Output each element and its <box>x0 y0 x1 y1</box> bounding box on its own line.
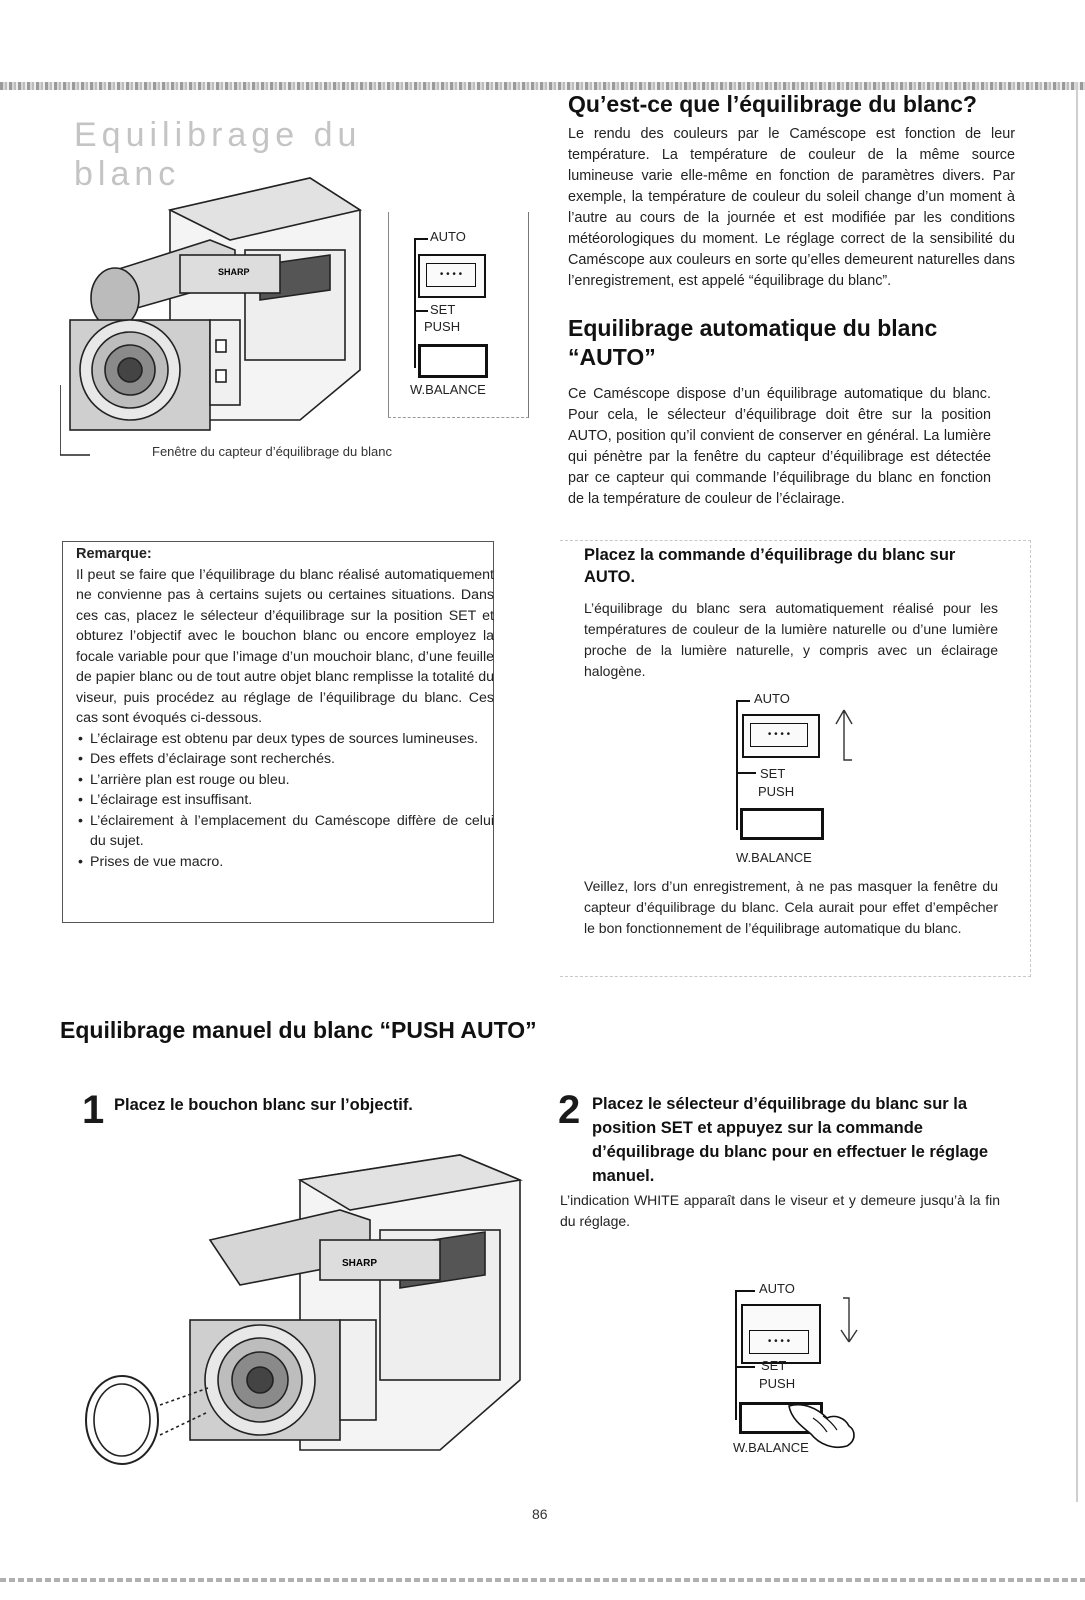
camcorder-drawing <box>60 170 390 460</box>
pressing-hand-icon <box>783 1396 863 1452</box>
wbalance-button <box>740 808 824 840</box>
step-1-text: Placez le bouchon blanc sur l’objectif. <box>114 1096 413 1114</box>
note-bullet: • Prises de vue macro. <box>76 852 494 873</box>
wbalance-label: W.BALANCE <box>410 382 486 397</box>
set-marker <box>414 310 428 312</box>
note-bullet: • L’arrière plan est rouge ou bleu. <box>76 770 494 791</box>
set-label: SET <box>430 302 456 317</box>
note-title: Remarque: <box>76 546 152 562</box>
camera-illustration-bottom <box>80 1150 530 1490</box>
switch-rail <box>736 700 738 830</box>
switch-diagram-top <box>388 212 529 418</box>
what-is-paragraph: Le rendu des couleurs par le Caméscope est fonction de leur température. La température de couleur de la même source lumineuse varie elle-même en fonction de paramètres divers. Par exemple, la température de couleur du soleil change d’un moment à l’autre au cours de la journée et est modifiée par les conditions météorologiques du moment. Le réglage correct de la sensibilité du Caméscope aux couleurs en sorte qu’elles demeurent naturelles dans l’enregistrement, est appelé “équilibrage du blanc”. <box>568 126 1015 289</box>
set-marker <box>735 1366 755 1368</box>
switch-dots: • • • • <box>749 1330 809 1354</box>
switch-rail <box>414 238 416 368</box>
step-2-paragraph: L’indication WHITE apparaît dans le viseur et y demeure jusqu’à la fin du réglage. <box>560 1192 1000 1229</box>
auto-label: AUTO <box>430 229 466 244</box>
auto-heading: Equilibrage automatique du blanc “AUTO” <box>568 315 938 370</box>
diagram-border-line <box>388 212 389 417</box>
switch-rail <box>735 1290 737 1420</box>
note-bullet-list <box>76 729 494 873</box>
set-label: SET <box>761 1358 787 1373</box>
selector-switch <box>741 1304 821 1364</box>
auto-label: AUTO <box>754 691 790 706</box>
switch-panel <box>414 226 514 376</box>
step-2-text: Placez le sélecteur d’équilibrage du blanc sur la position SET et appuyez sur la commande d’équilibrage du blanc pour en effectuer le réglage manuel. <box>592 1095 989 1185</box>
brand-logo: SHARP <box>342 1258 378 1269</box>
auto-marker <box>735 1290 755 1292</box>
push-label: PUSH <box>758 784 795 799</box>
camcorder-with-lens-cap-drawing <box>80 1150 530 1490</box>
push-label: PUSH <box>759 1376 796 1391</box>
procedure-body <box>584 598 998 682</box>
sensor-window-caption: Fenêtre du capteur d’équilibrage du blanc <box>152 444 392 459</box>
procedure-warning-paragraph: Veillez, lors d’un enregistrement, à ne pas masquer la fenêtre du capteur d’équilibrage du blanc. Cela aurait pour effet d’empêcher le bon fonctionnement de l’équilibrage automatique du blanc. <box>584 878 998 936</box>
note-content <box>76 544 494 872</box>
push-label: PUSH <box>424 319 461 334</box>
bottom-scan-strip <box>0 1578 1085 1582</box>
page-number: 86 <box>532 1506 548 1522</box>
selector-switch <box>418 254 486 298</box>
selector-switch <box>742 714 820 758</box>
camera-illustration-top <box>60 170 390 460</box>
wbalance-label: W.BALANCE <box>733 1440 809 1455</box>
procedure-paragraph: L’équilibrage du blanc sera automatiquement réalisé pour les températures de couleur de la lumière naturelle ou d’une lumière proche de la lumière naturelle, y compris avec un éclairage halogène. <box>584 600 998 679</box>
arrow-down-icon <box>835 1292 859 1352</box>
what-is-heading: Qu’est-ce que l’équilibrage du blanc? <box>568 91 977 117</box>
set-marker <box>736 772 756 774</box>
wbalance-label: W.BALANCE <box>736 850 812 865</box>
switch-dots: • • • • <box>750 723 808 747</box>
procedure-warning <box>584 876 998 939</box>
what-is-body <box>568 124 1015 292</box>
step-2-number: 2 <box>558 1088 581 1132</box>
note-paragraph: Il peut se faire que l’équilibrage du blanc réalisé automatiquement ne convienne pas à certains sujets ou certaines situations. Dans ces cas, placez le sélecteur d’équilibrage sur la position SET et obturez l’objectif avec le bouchon blanc ou encore employez la focale variable pour que l’image d’un mouchoir blanc, d’une feuille de papier blanc ou de tout autre objet blanc remplisse la totalité du viseur, puis procédez au réglage de l’équilibrage du blanc. Ces cas sont évoqués ci-dessous. <box>76 566 495 726</box>
auto-paragraph: Ce Caméscope dispose d’un équilibrage automatique du blanc. Pour cela, le sélecteur d’équilibrage doit être sur la position AUTO, position qu’il convient de conserver en général. La lumière qui pénètre par la fenêtre du capteur d’équilibrage est détectée par ce capteur qui commande l’équilibrage du blanc en fonction de la température de couleur de l’éclairage. <box>568 386 991 507</box>
brand-logo: SHARP <box>218 267 250 277</box>
note-bullet: • L’éclairage est obtenu par deux types de sources lumineuses. <box>76 729 494 750</box>
auto-marker <box>736 700 750 702</box>
manual-heading: Equilibrage manuel du blanc “PUSH AUTO” <box>60 1017 537 1043</box>
set-label: SET <box>760 766 786 781</box>
switch-dots: • • • • <box>426 263 476 287</box>
wbalance-button <box>418 344 488 378</box>
top-scan-strip <box>0 82 1085 90</box>
procedure-heading: Placez la commande d’équilibrage du blanc sur AUTO. <box>584 546 956 586</box>
switch-diagram-auto <box>736 688 866 868</box>
auto-body <box>568 384 991 510</box>
note-bullet: • L’éclairement à l’emplacement du Caméscope diffère de celui du sujet. <box>76 811 494 852</box>
auto-marker <box>414 238 428 240</box>
arrow-up-icon <box>832 708 856 768</box>
ghost-heading: Equilibrage du blanc <box>74 116 362 193</box>
step-1-number: 1 <box>82 1088 105 1132</box>
note-bullet: • L’éclairage est insuffisant. <box>76 790 494 811</box>
switch-diagram-set <box>735 1278 885 1458</box>
right-page-edge <box>1076 82 1078 1502</box>
step-2-body <box>560 1190 1000 1232</box>
note-bullet: • Des effets d’éclairage sont recherchés. <box>76 749 494 770</box>
auto-label: AUTO <box>759 1281 795 1296</box>
